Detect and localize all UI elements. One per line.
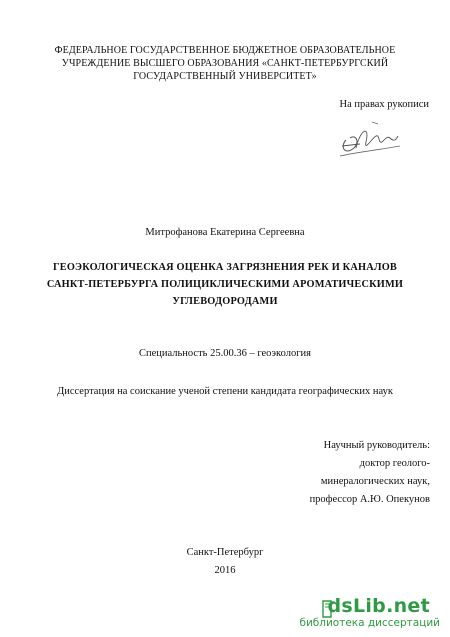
title-line-3: УГЛЕВОДОРОДАМИ <box>172 296 278 307</box>
dslib-watermark <box>299 595 440 631</box>
specialty: Специальность 25.00.36 – геоэкология <box>139 348 311 359</box>
author-name: Митрофанова Екатерина Сергеевна <box>145 227 305 238</box>
rights-note: На правах рукописи <box>339 99 429 110</box>
dissertation-note: Диссертация на соискание ученой степени кандидата географических наук <box>57 386 393 397</box>
title-line-2: САНКТ-ПЕТЕРБУРГА ПОЛИЦИКЛИЧЕСКИМИ АРОМАТИЧЕСКИМИ <box>46 279 404 290</box>
year: 2016 <box>214 565 236 576</box>
advisor-line-4: профессор А.Ю. Опекунов <box>309 494 430 505</box>
institution-header <box>0 44 450 83</box>
title-line-1: ГЕОЭКОЛОГИЧЕСКАЯ ОЦЕНКА ЗАГРЯЗНЕНИЯ РЕК И КАНАЛОВ <box>53 262 397 273</box>
advisor-line-3: минералогических наук, <box>320 476 430 487</box>
institution-line-1: ФЕДЕРАЛЬНОЕ ГОСУДАРСТВЕННОЕ БЮДЖЕТНОЕ ОБРАЗОВАТЕЛЬНОЕ <box>54 45 396 56</box>
watermark-subtitle: библиотека диссертаций <box>299 617 440 629</box>
institution-line-3: ГОСУДАРСТВЕННЫЙ УНИВЕРСИТЕТ» <box>133 71 317 82</box>
watermark-logo: dsLib.net <box>327 595 430 617</box>
place-and-year <box>0 544 450 580</box>
scientific-advisor <box>0 437 430 509</box>
advisor-line-2: доктор геолого- <box>359 458 430 469</box>
handwritten-signature <box>336 112 402 160</box>
city: Санкт-Петербург <box>186 547 264 558</box>
dissertation-title <box>0 259 450 310</box>
institution-line-2: УЧРЕЖДЕНИЕ ВЫСШЕГО ОБРАЗОВАНИЯ «САНКТ-ПЕТЕРБУРГСКИЙ <box>61 58 389 69</box>
advisor-line-1: Научный руководитель: <box>323 440 430 451</box>
